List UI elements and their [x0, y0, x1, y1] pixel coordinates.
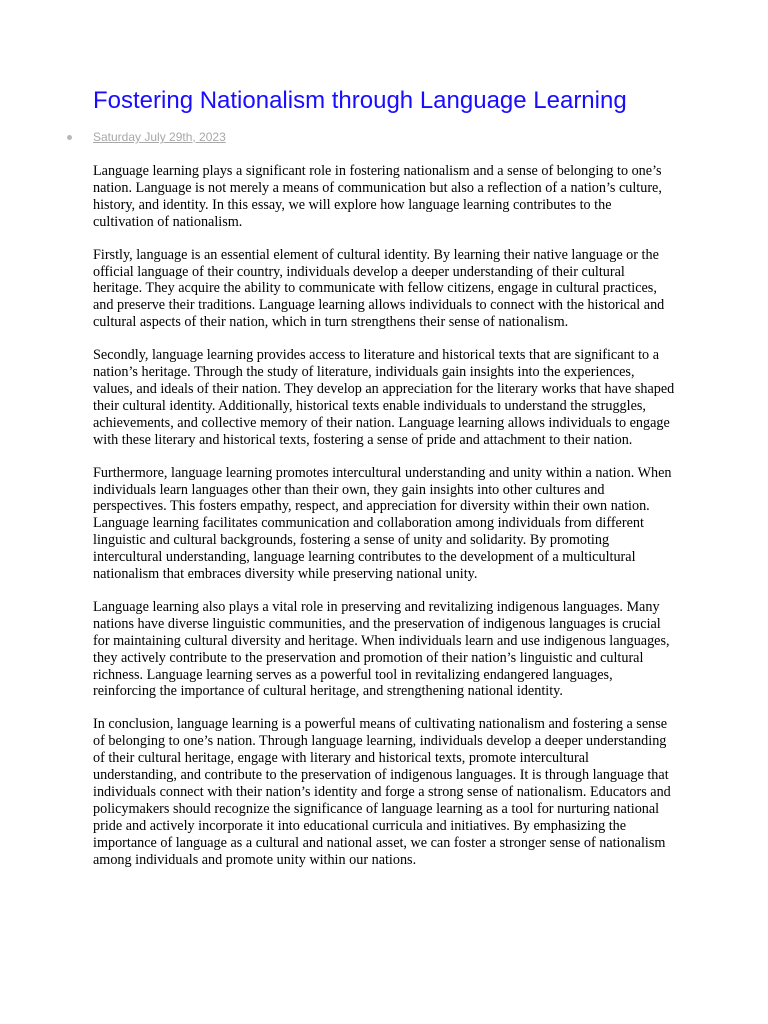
paragraph-indigenous: Language learning also plays a vital role in preserving and revitalizing indigenous languages. Many nations have diverse linguistic communities, and the preservation of indigenous languages is crucial for maintaining cultural diversity and heritage. When individuals learn and use indigenous languages, they actively contribute to the preservation and promotion of their nation’s linguistic and cultural richness. Language learning serves as a powerful tool in revitalizing endangered languages, reinforcing the importance of cultural heritage, and strengthening national identity. — [93, 598, 670, 700]
paragraph-intercultural: Furthermore, language learning promotes intercultural understanding and unity within a nation. When individuals learn languages other than their own, they gain insights into other cultures and perspectives. This fosters empathy, respect, and appreciation for diversity within their own nation. Language learning facilitates communication and collaboration among individuals from different linguistic and cultural backgrounds, fostering a sense of unity and solidarity. By promoting intercultural understanding, language learning contributes to the development of a multicultural nationalism that embraces diversity while preserving national unity. — [93, 464, 672, 583]
paragraph-conclusion: In conclusion, language learning is a powerful means of cultivating nationalism and fostering a sense of belonging to one’s nation. Through language learning, individuals develop a deeper understanding of their cultural heritage, engage with literary and historical texts, promote intercultural understanding, and contribute to the preservation of indigenous languages. It is through language that individuals connect with their nation’s identity and forge a strong sense of nationalism. Educators and policymakers should recognize the significance of language learning as a tool for nurturing national pride and actively incorporate it into educational curricula and initiatives. By emphasizing the importance of language as a cultural and national asset, we can foster a stronger sense of nationalism among individuals and promote unity within our nations. — [93, 716, 671, 868]
paragraph-cultural-identity: Firstly, language is an essential element of cultural identity. By learning their native language or the official language of their country, individuals develop a deeper understanding of their cultural heritage. They acquire the ability to communicate with fellow citizens, engage in cultural practices, and preserve their traditions. Language learning allows individuals to connect with the historical and cultural aspects of their nation, which in turn strengthens their sense of nationalism. — [93, 246, 665, 331]
post-meta-item — [67, 130, 226, 145]
article-title: Fostering Nationalism through Language Learning — [93, 87, 627, 114]
paragraph-literature: Secondly, language learning provides access to literature and historical texts that are significant to a nation’s heritage. Through the study of literature, individuals gain insights into the experiences, values, and ideals of their nation. They develop an appreciation for the literary works that have shaped their cultural identity. Additionally, historical texts enable individuals to understand the struggles, achievements, and collective memory of their nation. Language learning allows individuals to engage with these literary and historical texts, fostering a sense of pride and attachment to their nation. — [93, 347, 675, 448]
post-meta-list — [67, 130, 226, 145]
paragraph-intro: Language learning plays a significant role in fostering nationalism and a sense of belonging to one’s nation. Language is not merely a means of communication but also a reflection of a nation’s culture, history, and identity. In this essay, we will explore how language learning contributes to the cultivation of nationalism. — [93, 163, 662, 230]
article-body — [93, 163, 675, 885]
post-date-link[interactable]: Saturday July 29th, 2023 — [93, 130, 226, 144]
bullet-icon — [67, 135, 72, 140]
